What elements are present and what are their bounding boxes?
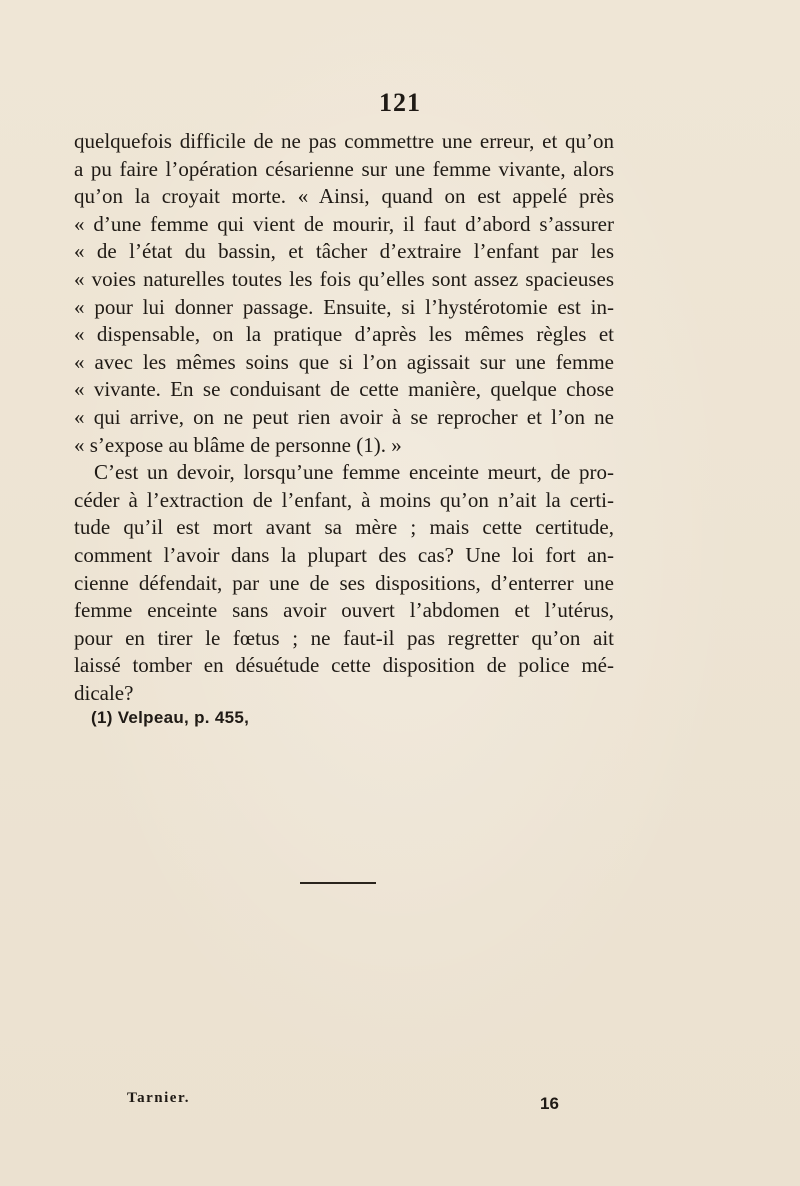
text-line: « dispensable, on la pratique d’après les mêmes règles et xyxy=(74,322,614,347)
text-line: « vivante. En se conduisant de cette manière, quelque chose xyxy=(74,377,614,402)
text-line: comment l’avoir dans la plupart des cas? Une loi fort an- xyxy=(74,542,614,567)
page-number: 121 xyxy=(379,88,421,117)
sheet-number: 16 xyxy=(540,1094,559,1113)
text-line: « voies naturelles toutes les fois qu’elles sont assez spacieuses xyxy=(74,266,614,291)
text-line: « qui arrive, on ne peut rien avoir à se reprocher et l’on ne xyxy=(74,404,614,429)
text-line: quelquefois difficile de ne pas commettre une erreur, et qu’on xyxy=(74,129,614,153)
text-line: « avec les mêmes soins que si l’on agissait sur une femme xyxy=(74,349,614,374)
paragraph-1 xyxy=(74,128,614,459)
text-line: « de l’état du bassin, et tâcher d’extraire l’enfant par les xyxy=(74,239,614,264)
text-line: femme enceinte sans avoir ouvert l’abdomen et l’utérus, xyxy=(74,598,614,623)
text-line: a pu faire l’opération césarienne sur une femme vivante, alors xyxy=(74,156,614,181)
signature-mark: Tarnier. xyxy=(127,1090,190,1106)
text-line: « d’une femme qui vient de mourir, il faut d’abord s’assurer xyxy=(74,211,614,236)
text-line: « s’expose au blâme de personne (1). » xyxy=(74,432,402,457)
paragraph-2 xyxy=(74,459,614,707)
text-line: dicale? xyxy=(74,680,134,705)
text-line: tude qu’il est mort avant sa mère ; mais cette certitude, xyxy=(74,515,614,540)
section-divider xyxy=(300,882,376,884)
text-line: « pour lui donner passage. Ensuite, si l’hystérotomie est in- xyxy=(74,294,614,319)
text-line: céder à l’extraction de l’enfant, à moins qu’on n’ait la certi- xyxy=(74,487,614,512)
text-line: cienne défendait, par une de ses dispositions, d’enterrer une xyxy=(74,570,614,595)
text-line: laissé tomber en désuétude cette disposition de police mé- xyxy=(74,653,614,678)
text-line: pour en tirer le fœtus ; ne faut-il pas regretter qu’on ait xyxy=(74,625,614,650)
body-text xyxy=(74,128,614,707)
text-line: qu’on la croyait morte. « Ainsi, quand on est appelé près xyxy=(74,184,614,209)
footnote: (1) Velpeau, p. 455, xyxy=(91,708,250,727)
text-line: C’est un devoir, lorsqu’une femme enceinte meurt, de pro- xyxy=(94,460,614,485)
